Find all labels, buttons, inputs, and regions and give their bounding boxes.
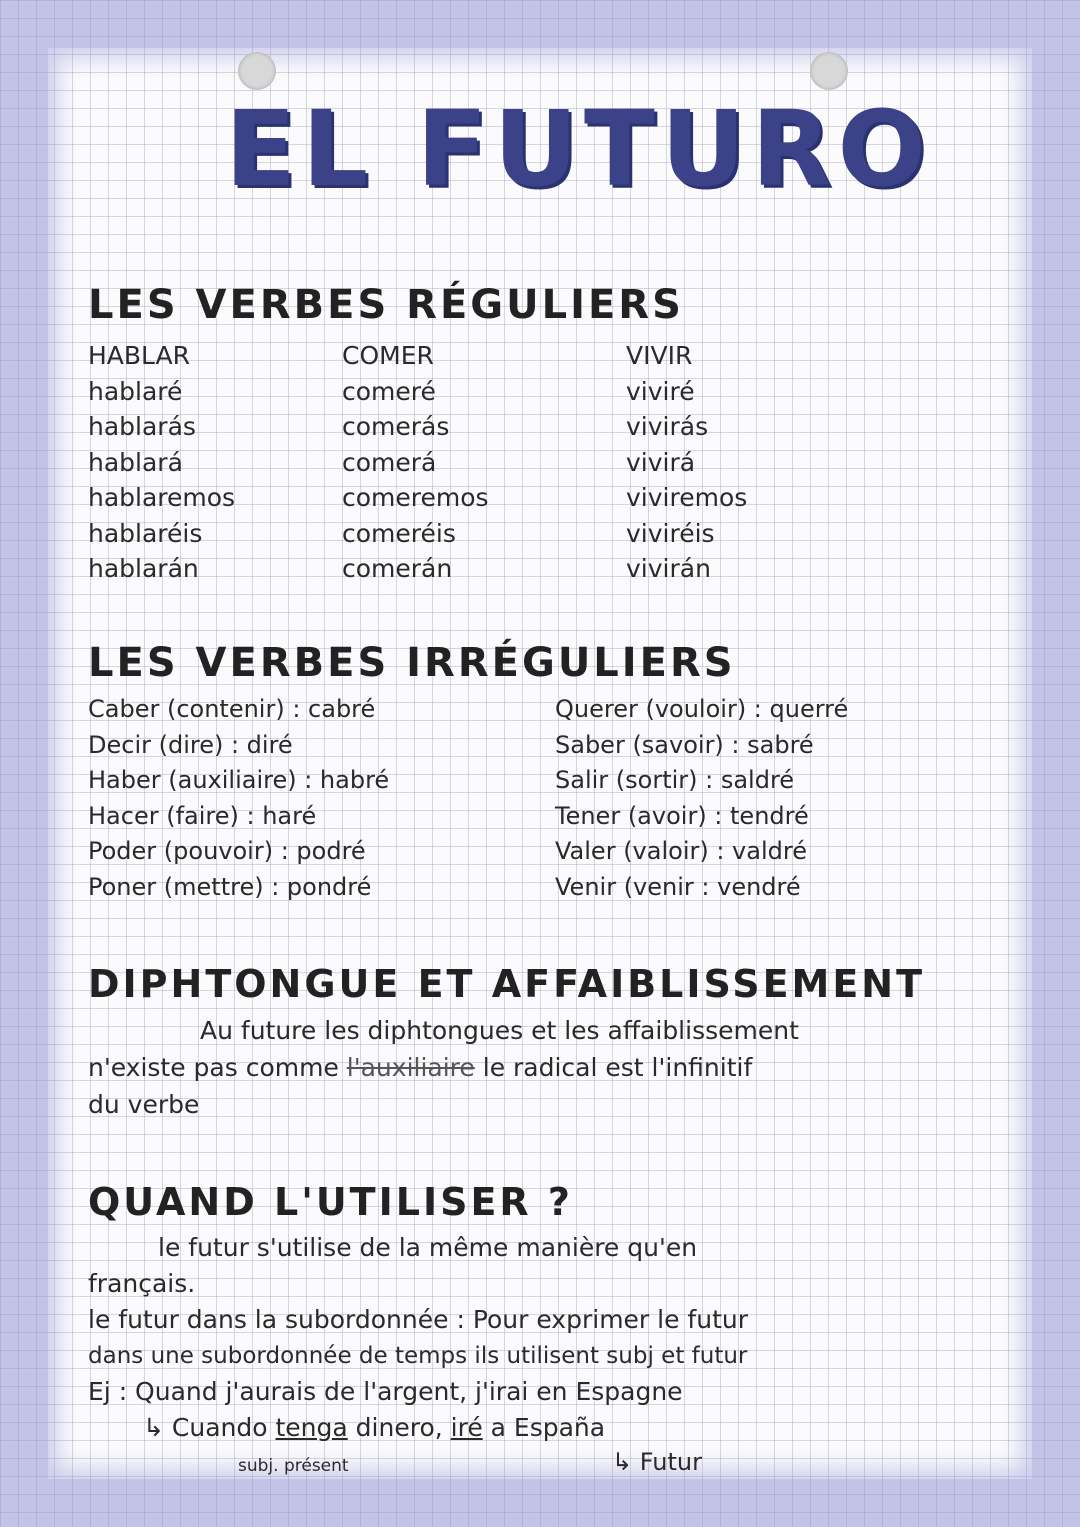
irregular-list-left xyxy=(88,692,389,905)
column-comer xyxy=(342,338,489,587)
verb-form: viviré xyxy=(626,376,695,406)
paragraph-line: le futur s'utilise de la même manière qu'en xyxy=(158,1233,698,1262)
irregular-verb: Venir (venir : vendré xyxy=(555,872,801,901)
irregular-verb: Salir (sortir) : saldré xyxy=(555,766,795,794)
irregular-verb: Saber (savoir) : sabré xyxy=(555,730,814,759)
verb-form: hablaréis xyxy=(88,518,203,548)
irregular-verb: Caber (contenir) : cabré xyxy=(88,695,376,723)
page-title: EL FUTURO xyxy=(225,88,932,210)
irregular-verb: Tener (avoir) : tendré xyxy=(555,801,809,830)
arrow-icon: ↳ xyxy=(143,1413,164,1442)
paragraph-line: Au future les diphtongues et les affaiblissement xyxy=(200,1016,799,1045)
irregular-verb: Valer (valoir) : valdré xyxy=(555,837,807,865)
paragraph-line: le futur dans la subordonnée : Pour exprimer le futur xyxy=(88,1305,748,1334)
paragraph-line xyxy=(88,1049,799,1086)
note-subj-present: subj. présent xyxy=(238,1456,349,1476)
verb-form: viviremos xyxy=(626,483,748,512)
underlined-word: tenga xyxy=(275,1413,348,1442)
verb-form: hablará xyxy=(88,447,183,477)
verb-form: vivirá xyxy=(626,447,696,477)
paragraph-line: dans une subordonnée de temps ils utilisent subj et futur xyxy=(88,1343,748,1369)
verb-form: comeréis xyxy=(342,518,456,548)
text-fragment: dinero, xyxy=(355,1413,443,1442)
column-header: HABLAR xyxy=(88,341,191,370)
paragraph-line: du verbe xyxy=(88,1090,200,1119)
note-futur: ↳ Futur xyxy=(612,1448,702,1476)
irregular-verb: Hacer (faire) : haré xyxy=(88,801,317,830)
underlined-word: iré xyxy=(450,1413,483,1442)
irregular-verb: Decir (dire) : diré xyxy=(88,730,293,759)
heading-regular-verbs: LES VERBES RÉGULIERS xyxy=(88,282,684,328)
column-vivir xyxy=(626,338,747,587)
verb-form: hablarás xyxy=(88,412,196,441)
struck-text: l'auxiliaire xyxy=(346,1053,475,1082)
verb-form: hablaré xyxy=(88,376,183,406)
verb-form: comerás xyxy=(342,412,450,441)
irregular-list-right xyxy=(555,692,848,905)
verb-form: viviréis xyxy=(626,518,715,548)
column-hablar xyxy=(88,338,235,587)
paragraph-line: Ej : Quand j'aurais de l'argent, j'irai en Espagne xyxy=(88,1377,683,1406)
example-line xyxy=(88,1410,748,1446)
text-fragment: Cuando xyxy=(171,1413,268,1442)
binder-hole-right xyxy=(810,52,848,90)
verb-form: comeremos xyxy=(342,483,489,512)
column-header: COMER xyxy=(342,341,434,370)
diphtongue-paragraph xyxy=(88,1012,799,1123)
column-header: VIVIR xyxy=(626,341,693,370)
verb-form: comeré xyxy=(342,376,436,406)
text-fragment: n'existe pas comme xyxy=(88,1053,339,1082)
irregular-verb: Querer (vouloir) : querré xyxy=(555,695,849,723)
heading-usage: QUAND L'UTILISER ? xyxy=(88,1180,573,1224)
paragraph-line: français. xyxy=(88,1269,196,1298)
text-fragment: a España xyxy=(490,1413,606,1442)
usage-paragraph xyxy=(88,1230,748,1446)
irregular-verb: Haber (auxiliaire) : habré xyxy=(88,766,390,794)
verb-form: hablarán xyxy=(88,554,199,583)
verb-form: vivirán xyxy=(626,554,711,583)
verb-form: hablaremos xyxy=(88,483,236,512)
verb-form: comerá xyxy=(342,447,437,477)
irregular-verb: Poder (pouvoir) : podré xyxy=(88,837,366,865)
binder-hole-left xyxy=(238,52,276,90)
irregular-verb: Poner (mettre) : pondré xyxy=(88,872,372,901)
heading-diphtongue: DIPHTONGUE ET AFFAIBLISSEMENT xyxy=(88,962,926,1006)
heading-irregular-verbs: LES VERBES IRRÉGULIERS xyxy=(88,640,736,686)
text-fragment: le radical est l'infinitif xyxy=(482,1053,753,1082)
verb-form: vivirás xyxy=(626,412,709,441)
verb-form: comerán xyxy=(342,554,453,583)
